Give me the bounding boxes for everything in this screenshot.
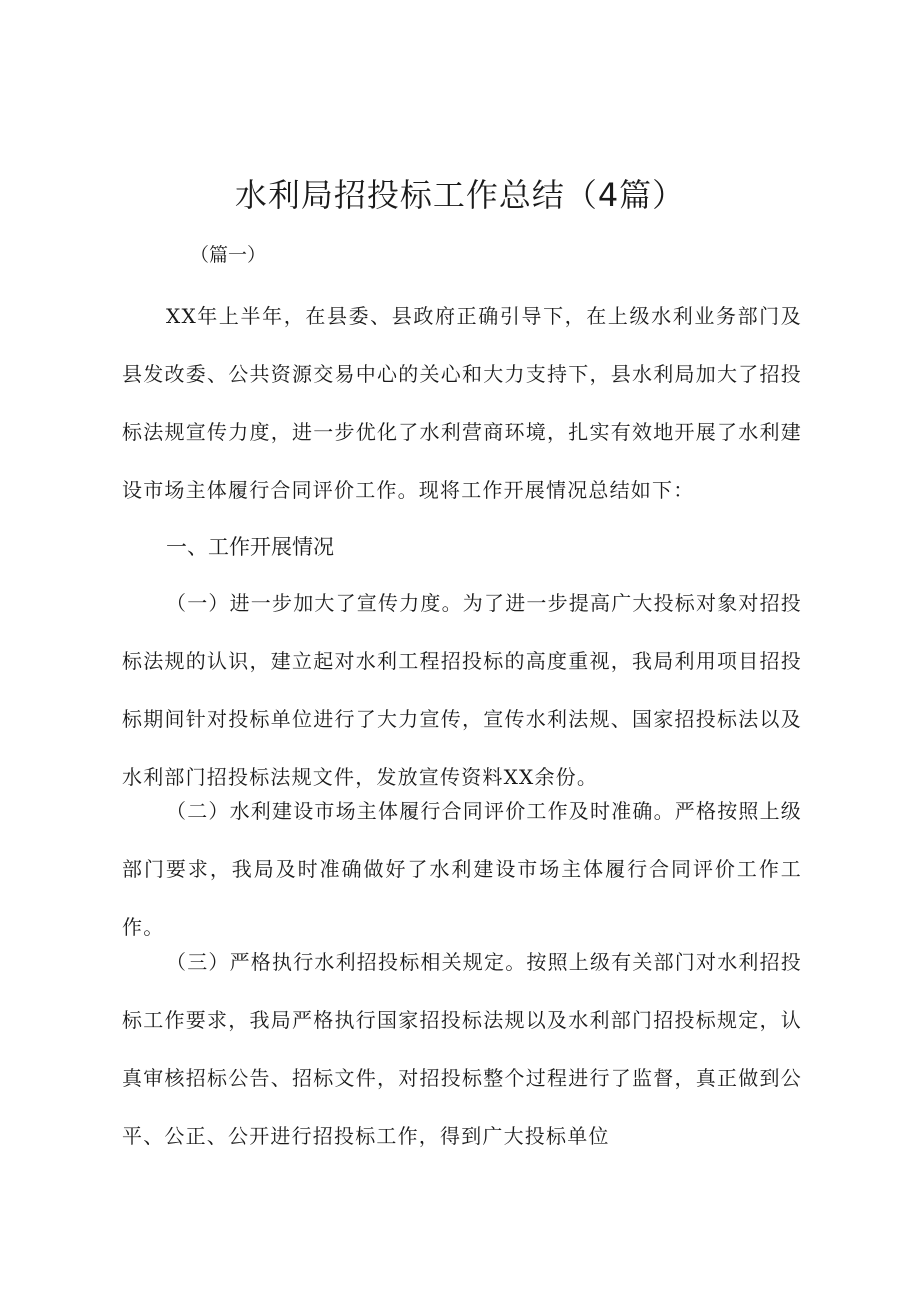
document-subtitle: （篇一）	[190, 244, 267, 266]
body-paragraph-1: （一）进一步加大了宣传力度。为了进一步提高广大投标对象对招投标法规的认识，建立起对水利工程招投标的高度重视，我局利用项目招投标期间针对投标单位进行了大力宣传，宣传水利法规、国家招投标法以及水利部门招投标法规文件，发放宣传资料XX余份。	[122, 591, 802, 789]
document-title: 水利局招投标工作总结（4篇）	[234, 176, 686, 214]
body-paragraph-3: （三）严格执行水利招投标相关规定。按照上级有关部门对水利招投标工作要求，我局严格执行国家招投标法规以及水利部门招投标规定，认真审核招标公告、招标文件，对招投标整个过程进行了监督，真正做到公平、公正、公开进行招投标工作，得到广大投标单位	[122, 950, 802, 1148]
intro-paragraph: XX年上半年，在县委、县政府正确引导下，在上级水利业务部门及县发改委、公共资源交易中心的关心和大力支持下，县水利局加大了招投标法规宣传力度，进一步优化了水利营商环境，扎实有效地开展了水利建设市场主体履行合同评价工作。现将工作开展情况总结如下：	[122, 304, 802, 502]
section-heading: 一、工作开展情况	[166, 535, 334, 559]
body-paragraph-2: （二）水利建设市场主体履行合同评价工作及时准确。严格按照上级部门要求，我局及时准确做好了水利建设市场主体履行合同评价工作工作。	[122, 799, 802, 939]
